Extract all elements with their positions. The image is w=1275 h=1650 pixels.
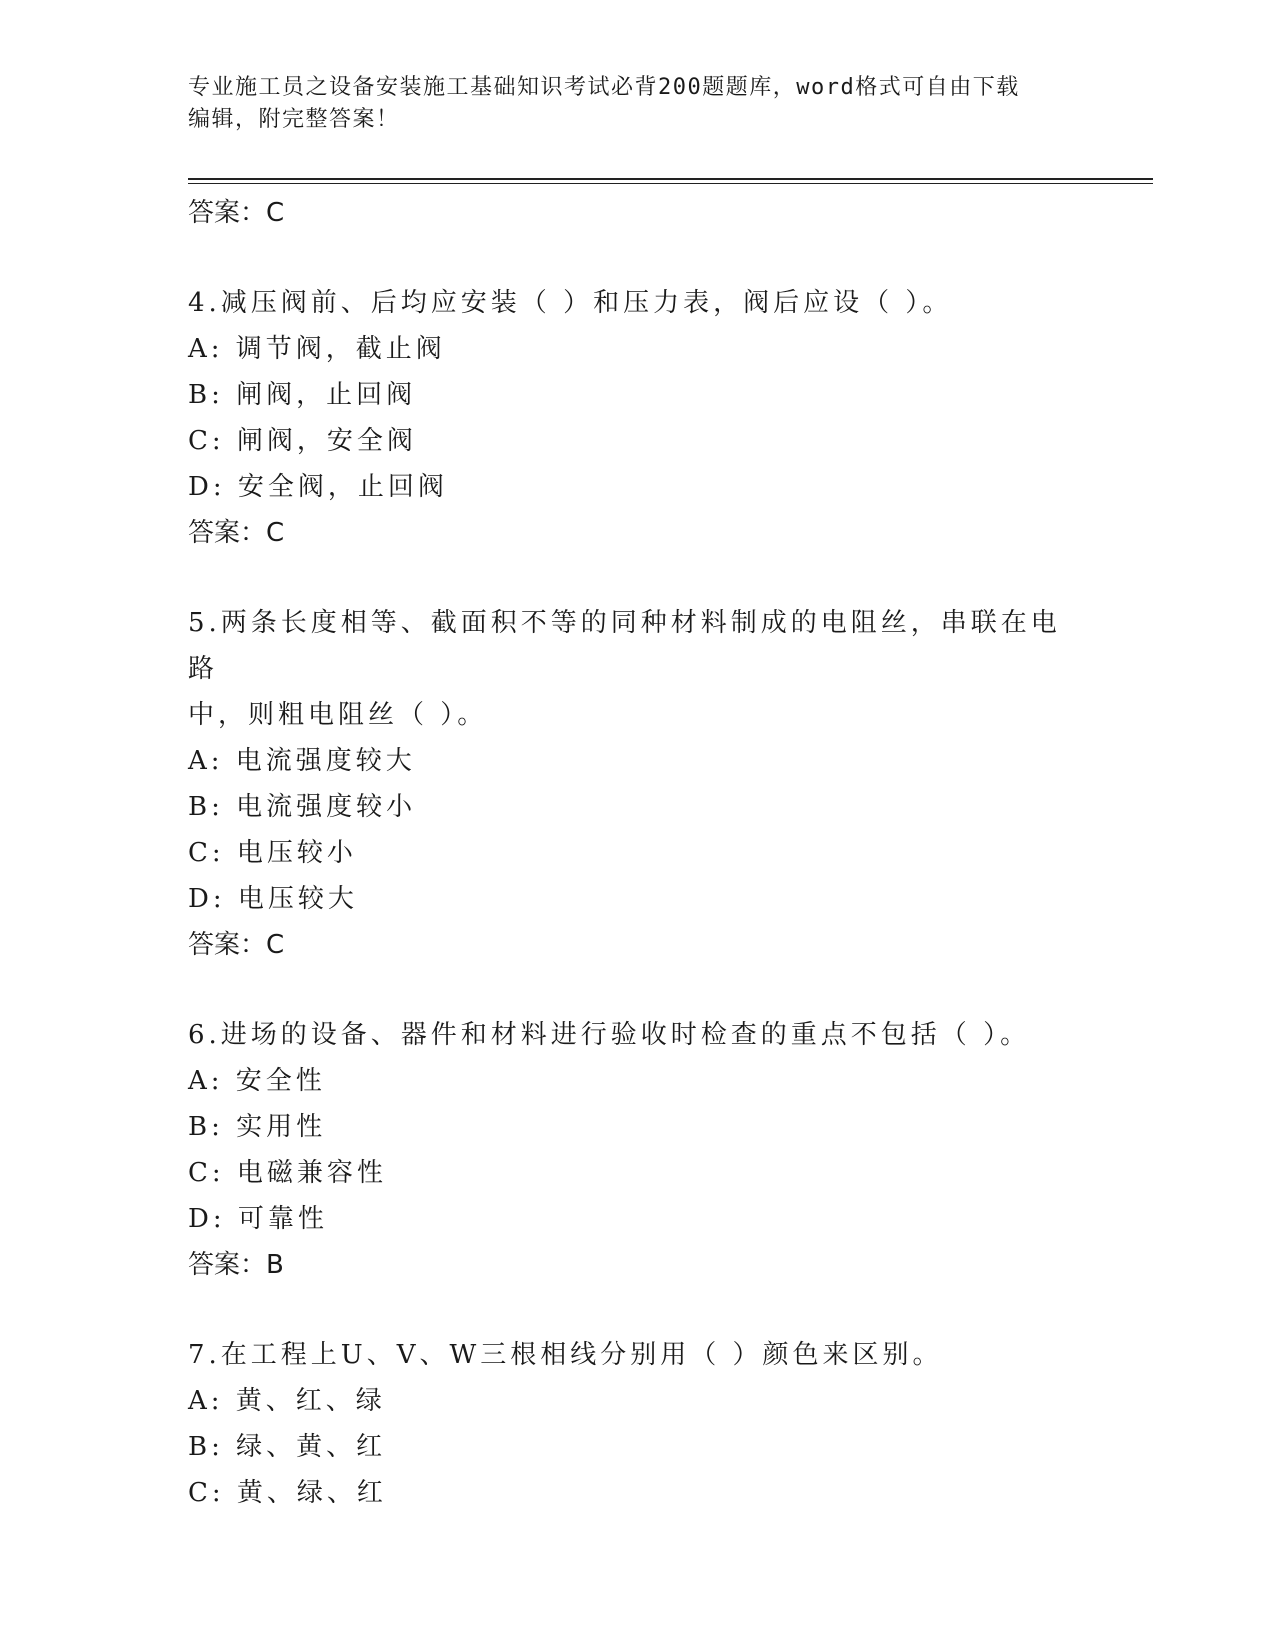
option-a: A: 调节阀，截止阀 xyxy=(188,334,446,364)
question-4 xyxy=(188,280,1088,556)
option-b: B: 闸阀，止回阀 xyxy=(188,380,417,410)
header-divider-thin xyxy=(188,183,1153,184)
option-c: C: 黄、绿、红 xyxy=(188,1478,387,1508)
option-b: B: 电流强度较小 xyxy=(188,792,417,822)
question-text: 7.在工程上U、V、W三根相线分别用（ ）颜色来区别。 xyxy=(188,1340,943,1370)
header-line-1: 专业施工员之设备安装施工基础知识考试必背200题题库，word格式可自由下载 xyxy=(188,75,1020,100)
option-a: A: 黄、红、绿 xyxy=(188,1386,386,1416)
option-d: D: 可靠性 xyxy=(188,1204,328,1234)
question-text: 4.减压阀前、后均应安装（ ）和压力表，阀后应设（ ）。 xyxy=(188,288,953,318)
question-list xyxy=(188,190,1088,1516)
answer-label: 答案：C xyxy=(188,518,285,548)
option-c: C: 闸阀，安全阀 xyxy=(188,426,417,456)
option-c: C: 电磁兼容性 xyxy=(188,1158,387,1188)
question-text-line-1: 5.两条长度相等、截面积不等的同种材料制成的电阻丝，串联在电路 xyxy=(188,608,1061,684)
option-a: A: 安全性 xyxy=(188,1066,326,1096)
answer-label: 答案：C xyxy=(188,198,285,228)
option-c: C: 电压较小 xyxy=(188,838,357,868)
question-text: 6.进场的设备、器件和材料进行验收时检查的重点不包括（ ）。 xyxy=(188,1020,1031,1050)
option-d: D: 电压较大 xyxy=(188,884,358,914)
header-line-2: 编辑，附完整答案！ xyxy=(188,107,400,132)
option-a: A: 电流强度较大 xyxy=(188,746,416,776)
question-7 xyxy=(188,1332,1088,1516)
answer-label: 答案：B xyxy=(188,1250,284,1280)
header-divider-thick xyxy=(188,178,1153,180)
question-6 xyxy=(188,1012,1088,1288)
document-header xyxy=(188,72,1068,136)
option-b: B: 绿、黄、红 xyxy=(188,1432,387,1462)
option-d: D: 安全阀，止回阀 xyxy=(188,472,448,502)
option-b: B: 实用性 xyxy=(188,1112,327,1142)
question-text-line-2: 中，则粗电阻丝（ ）。 xyxy=(188,700,488,730)
answer-label: 答案：C xyxy=(188,930,285,960)
question-5 xyxy=(188,600,1088,968)
